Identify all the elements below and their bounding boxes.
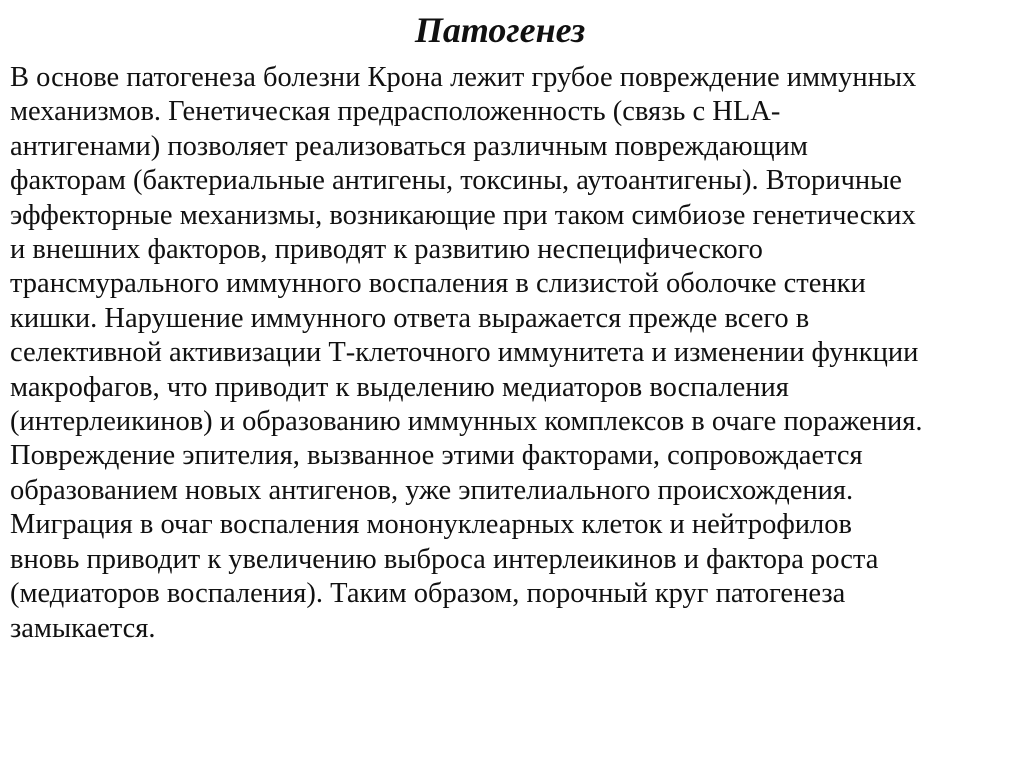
text-line: антигенами) позволяет реализоваться различным повреждающим: [10, 130, 808, 162]
slide-body-text: [10, 61, 1010, 646]
text-line: В основе патогенеза болезни Крона лежит грубое повреждение иммунных: [10, 62, 917, 93]
text-line: Миграция в очаг воспаления мононуклеарных клеток и нейтрофилов: [10, 509, 852, 541]
text-line: замыкается.: [10, 612, 156, 644]
text-line: трансмурального иммунного воспаления в слизистой оболочке стенки: [10, 268, 866, 300]
text-line: эффекторные механизмы, возникающие при таком симбиозе генетических: [10, 199, 916, 231]
text-line: механизмов. Генетическая предрасположенность (связь с HLA-: [10, 96, 781, 128]
text-line: селективной активизации Т-клеточного иммунитета и изменении функции: [10, 337, 919, 369]
text-line: (интерлеикинов) и образованию иммунных комплексов в очаге поражения.: [10, 406, 923, 438]
text-line: образованием новых антигенов, уже эпителиального происхождения.: [10, 474, 854, 506]
text-line: (медиаторов воспаления). Таким образом, порочный круг патогенеза: [10, 578, 846, 610]
text-line: макрофагов, что приводит к выделению медиаторов воспаления: [10, 371, 789, 403]
text-line: факторам (бактериальные антигены, токсины, аутоантигены). Вторичные: [10, 165, 902, 197]
text-line: Повреждение эпителия, вызванное этими факторами, сопровождается: [10, 440, 863, 472]
text-line: и внешних факторов, приводят к развитию неспецифического: [10, 234, 763, 266]
slide-title: Патогенез: [414, 10, 586, 50]
text-line: кишки. Нарушение иммунного ответа выражается прежде всего в: [10, 302, 810, 334]
text-line: вновь приводит к увеличению выброса интерлеикинов и фактора роста: [10, 543, 879, 575]
